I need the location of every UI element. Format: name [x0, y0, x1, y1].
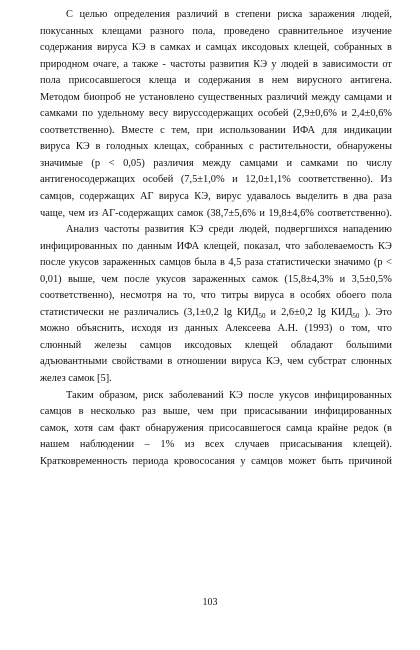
text-line: можно объяснить, исходя из данных Алексеева А.Н. (1993) о том, что: [40, 323, 392, 335]
text-line: Таким образом, риск заболеваний КЭ после укусов инфицированных: [66, 389, 392, 401]
paragraph-3: [40, 388, 392, 471]
text-line: вируса КЭ в голодных клещах, собранных с растительности, обнаружены: [40, 141, 392, 153]
text-line: после укусов зараженных самцов была в 4,5 раза статистически значимо (р <: [40, 257, 392, 269]
text-line: соответственно), несмотря на то, что титры вируса в особях обоего пола: [40, 290, 392, 302]
text-line: слюнный железы самцов иксодовых клещей обладают большими: [40, 339, 392, 351]
text-line: нашем наблюдении – 1% из всех случаев присасывания клещей).: [40, 439, 392, 451]
text-line: Анализ частоты развития КЭ среди людей, подвергшихся нападению: [66, 224, 392, 236]
paragraph-2: [40, 222, 392, 387]
text-line: Кратковременность периода кровососания у самцов может быть причиной: [40, 455, 392, 467]
text-line: желез самок [5].: [40, 373, 112, 385]
text-line: самок, хотя сам факт обнаружения присосавшегося самца крайне редок (в: [40, 422, 392, 434]
text-line: природном очаге, а также - частоты развития КЭ у людей в зависимости от: [40, 58, 392, 70]
text-line: С целью определения различий в степени риска заражения людей,: [66, 9, 392, 20]
text-line: значимые (р < 0,05) различия между самцами и самками по числу: [40, 157, 392, 169]
text-line: самцов, содержащих АГ вируса КЭ, вирус удавалось выделить в два раза: [40, 191, 392, 203]
text-line: соответственно). Вместе с тем, при использовании ИФА для индикации: [40, 124, 392, 136]
paragraph-1: [40, 7, 392, 222]
page-number: 103: [202, 597, 218, 608]
text-line: содержания вируса КЭ в самках и самцах иксодовых клещей, собранных в: [40, 42, 392, 54]
text-line: самцов в несколько раз выше, чем при присасывании инфицированных: [40, 406, 392, 418]
text-line: 0,01) выше, чем после укусов зараженных самок (15,8±4,3% и 3,5±0,5%: [40, 273, 392, 285]
text-line: инфицированных по данным ИФА клещей, показал, что заболеваемость КЭ: [40, 240, 392, 252]
text-line: статистически не различались (3,1±0,2 lg $КИД_{50}$ и 2,6±0,2 lg $КИД_{50}$ ). Это: [40, 306, 392, 320]
text-line: чаще, чем из АГ-содержащих самок (38,7±5,6% и 19,8±4,6% соответственно).: [40, 207, 392, 219]
text-line: самками по удельному весу вируссодержащих особей (2,9±0,6% и 2,4±0,6%: [40, 108, 392, 120]
text-line: пола присосавшегося клеща и содержания в нем вирусного антигена.: [40, 75, 392, 87]
body-text: [40, 7, 392, 470]
text-line: антигеносодержащих особей (7,5±1,0% и 12,0±1,1% соответственно). Из: [40, 174, 392, 186]
text-line: покусанных клещами разного пола, проведено сравнительное изучение: [40, 25, 392, 37]
text-line: Методом биопроб не установлено существенных различий между самцами и: [40, 91, 392, 103]
text-line: адъювантными свойствами в отношении вируса КЭ, чем субстрат слюнных: [40, 356, 392, 368]
